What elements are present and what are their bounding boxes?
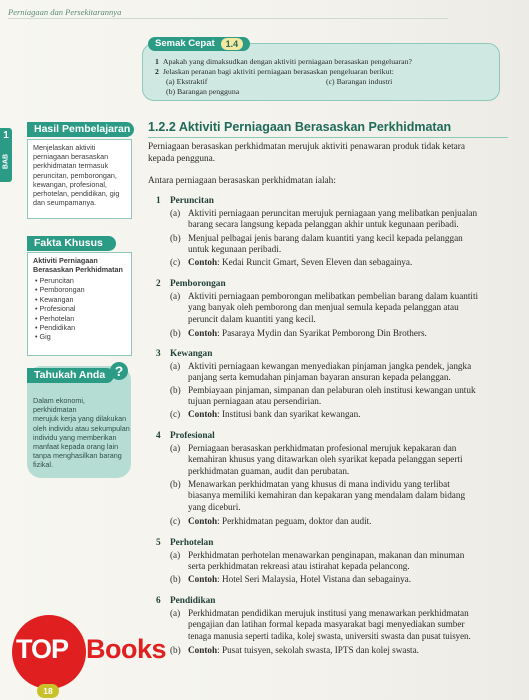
item-sub-c: (c) Contoh: Perkhidmatan peguam, doktor dan audit. <box>170 516 372 526</box>
item-number: 6 <box>156 596 161 606</box>
text-line: serta perkhidmatan rekreasi atau istirahat kepada pelancong. <box>188 561 410 572</box>
section-number: 1.2.2 <box>148 120 176 134</box>
item-sub-b: (b) Pembiayaan pinjaman, simpanan dan pelaburan oleh institusi kewangan untuk tujuan perniagaan atau persendirian. <box>170 385 510 408</box>
quiz-question-1-text: Apakah yang dimaksudkan dengan aktiviti perniagaan berasaskan pengeluaran? <box>162 57 413 66</box>
hasil-line: Menjelaskan aktiviti <box>33 143 96 152</box>
text-line: pengajian dan latihan formal kepada masyarakat bagi menyediakan sumber <box>188 619 465 630</box>
item-number: 2 <box>156 279 161 289</box>
text-line: Perkhidmatan pendidikan merujuk institusi yang menawarkan perkhidmatan <box>188 608 469 618</box>
contoh-label: Contoh <box>188 516 218 526</box>
text-line: Menjual pelbagai jenis barang dalam kuantiti yang kecil kepada pelanggan <box>188 233 463 243</box>
hasil-line: dan seumpamanya. <box>33 198 97 208</box>
semak-cepat-tab <box>148 37 250 51</box>
contoh-text: : Pusat tuisyen, sekolah swasta, IPTS dan kolej swasta. <box>217 645 419 655</box>
hasil-line: peruncitan, pemborongan, <box>33 170 117 180</box>
item-sub-a: (a) Perkhidmatan pendidikan merujuk institusi yang menawarkan perkhidmatan pengajian dan latihan formal kepada masyarakat bagi menyediakan sumber tenaga manusia seperti tadika, kolej swasta, universiti swasta dan pusat tuisyen. <box>170 608 510 642</box>
item-sub-c: (c) Contoh: Kedai Runcit Gmart, Seven Eleven dan sebagainya. <box>170 257 413 267</box>
intro-lead: Antara perniagaan berasaskan perkhidmatan ialah: <box>148 176 336 186</box>
item-sub-a: (a) Perkhidmatan perhotelan menawarkan penginapan, makanan dan minuman serta perkhidmatan rekreasi atau istirahat kepada pelancong. <box>170 550 510 573</box>
text-line: tujuan perniagaan atau persendirian. <box>188 396 322 407</box>
item-title: Profesional <box>170 431 215 441</box>
item-heading-perhotelan <box>156 538 213 548</box>
contoh-label: Contoh <box>188 409 218 419</box>
list-item: • Pemborongan <box>35 285 85 295</box>
fakta-khusus-heading <box>33 256 129 274</box>
intro-line: Perniagaan berasaskan perkhidmatan merujuk aktiviti penawaran produk tidak ketara <box>148 142 466 152</box>
item-heading-pemborongan <box>156 279 226 289</box>
quiz-option-b: (b) Barangan pengguna <box>166 87 240 96</box>
intro-line: kepada pengguna. <box>148 153 216 164</box>
item-sub-b: (b) Contoh: Pasaraya Mydin dan Syarikat Pemborong Din Brothers. <box>170 328 427 338</box>
list-item: • Perhotelan <box>35 313 75 323</box>
contoh-label: Contoh <box>188 328 218 338</box>
text-line: Perkhidmatan perhotelan menawarkan penginapan, makanan dan minuman <box>188 550 465 560</box>
quiz-question-2-num: 2 <box>155 67 159 76</box>
semak-cepat-title: Semak Cepat <box>155 38 215 49</box>
section-title <box>148 120 451 134</box>
contoh-label: Contoh <box>188 645 218 655</box>
hasil-pembelajaran-header: Hasil Pembelajaran <box>27 122 134 137</box>
item-title: Perhotelan <box>170 538 214 548</box>
item-sub-b: (b) Contoh: Hotel Seri Malaysia, Hotel Vistana dan sebagainya. <box>170 574 412 584</box>
hasil-line: perhotelan, pendidikan, gig <box>33 189 120 199</box>
contoh-label: Contoh <box>188 257 218 267</box>
tahukah-line: merujuk kerja yang dilakukan <box>33 414 127 424</box>
item-heading-profesional <box>156 431 215 441</box>
item-sub-a: (a) Aktiviti perniagaan pemborongan melibatkan pembelian barang dalam kuantiti yang banyak oleh pemborong dan menjual semula kepada pelanggan atau peruncit dalam kuantiti yang kecil. <box>170 291 510 325</box>
fakta-heading-line: Berasaskan Perkhidmatan <box>33 265 123 275</box>
item-number: 4 <box>156 431 161 441</box>
item-heading-pendidikan <box>156 596 215 606</box>
item-sub-b: (b) Menawarkan perkhidmatan yang khusus di mana individu yang terlibat biasanya memiliki kemahiran dan kepakaran yang mendalam dalam bidang yang diceburi. <box>170 479 510 513</box>
tahukah-line: oleh individu atau sekumpulan <box>33 423 130 433</box>
question-mark-icon: ? <box>110 362 128 380</box>
item-number: 1 <box>156 196 161 206</box>
list-item: • Pendidikan <box>35 323 76 333</box>
text-line: tenaga manusia seperti tadika, kolej swasta, universiti swasta dan pusat tuisyen. <box>188 630 471 641</box>
text-line: Menawarkan perkhidmatan yang khusus di mana individu yang terlibat <box>188 479 450 489</box>
bab-number: 1 <box>3 130 9 141</box>
quiz-question-2-text: Jelaskan peranan bagi aktiviti perniagaan berasaskan pengeluaran berikut: <box>162 67 394 76</box>
divider <box>8 18 448 19</box>
text-line: peruncit dalam kuantiti yang kecil. <box>188 313 316 324</box>
contoh-text: : Kedai Runcit Gmart, Seven Eleven dan sebagainya. <box>217 257 413 267</box>
tahukah-line: individu yang memberikan <box>33 432 117 442</box>
item-title: Pendidikan <box>170 596 216 606</box>
item-title: Peruncitan <box>170 196 214 206</box>
text-line: untuk kegunaan peribadi. <box>188 244 282 255</box>
section-title-text: Aktiviti Perniagaan Berasaskan Perkhidmatan <box>178 120 452 134</box>
divider <box>148 137 508 138</box>
list-item: • Peruncitan <box>35 276 74 285</box>
hasil-pembelajaran-text <box>33 143 129 207</box>
item-sub-b: (b) Menjual pelbagai jenis barang dalam kuantiti yang kecil kepada pelanggan untuk kegunaan peribadi. <box>170 233 510 256</box>
text-line: Aktiviti perniagaan peruncitan merujuk perniagaan yang melibatkan penjualan <box>188 208 478 218</box>
tahukah-anda-text <box>33 396 130 470</box>
text-line: yang banyak oleh pemborong dan menjual semula kepada pelanggan atau <box>188 302 459 313</box>
topbooks-logo-books: Books <box>86 634 167 664</box>
bab-label: BAB <box>2 153 10 170</box>
item-title: Kewangan <box>170 349 213 359</box>
item-number: 5 <box>156 538 161 548</box>
item-heading-kewangan <box>156 349 212 359</box>
hasil-line: perkhidmatan termasuk <box>33 161 109 171</box>
contoh-text: : Pasaraya Mydin dan Syarikat Pemborong Din Brothers. <box>217 328 427 338</box>
item-title: Pemborongan <box>170 279 226 289</box>
semak-cepat-number: 1.4 <box>221 38 244 50</box>
item-number: 3 <box>156 349 161 359</box>
intro-paragraph <box>148 142 510 165</box>
tahukah-line: manfaat kepada orang lain <box>33 442 119 452</box>
topbooks-logo-top: TOP <box>16 634 69 664</box>
tahukah-anda-header: Tahukah Anda <box>27 368 114 383</box>
page-number: 18 <box>37 684 59 698</box>
quiz-option-a: (a) Ekstraktif <box>166 77 208 86</box>
item-sub-a: (a) Aktiviti perniagaan peruncitan merujuk perniagaan yang melibatkan penjualan barang secara langsung kepada pelanggan akhir untuk kegunaan peribadi. <box>170 208 510 231</box>
item-heading-peruncitan <box>156 196 214 206</box>
text-line: Aktiviti perniagaan kewangan menyediakan pinjaman jangka pendek, jangka <box>188 361 472 371</box>
list-item: • Profesional <box>35 304 76 314</box>
text-line: barang secara langsung kepada pelanggan akhir untuk kegunaan peribadi. <box>188 219 459 230</box>
fakta-khusus-header: Fakta Khusus <box>27 236 116 251</box>
text-line: yang diceburi. <box>188 501 241 512</box>
quiz-question-1-num: 1 <box>155 57 159 66</box>
contoh-label: Contoh <box>188 574 218 584</box>
text-line: Aktiviti perniagaan pemborongan melibatkan pembelian barang dalam kuantiti <box>188 291 479 301</box>
text-line: perkhidmatan guaman, audit dan perubatan. <box>188 465 350 476</box>
quiz-option-c: (c) Barangan industri <box>326 77 393 86</box>
fakta-heading-line: Aktiviti Perniagaan <box>33 256 98 265</box>
text-line: Perniagaan berasaskan perkhidmatan profesional merujuk kepakaran dan <box>188 443 457 453</box>
text-line: panjang serta kemudahan pinjaman bayaran ansuran kepada pelanggan. <box>188 372 451 383</box>
tahukah-line: fizikal. <box>33 460 53 470</box>
running-head: Perniagaan dan Persekitarannya <box>8 7 122 17</box>
text-line: kemahiran khusus yang ditawarkan oleh syarikat kepada pelanggan seperti <box>188 454 463 465</box>
item-sub-a: (a) Perniagaan berasaskan perkhidmatan profesional merujuk kepakaran dan kemahiran khusus yang ditawarkan oleh syarikat kepada pelanggan seperti perkhidmatan guaman, audit dan perubatan. <box>170 443 510 477</box>
fakta-khusus-list <box>35 276 85 342</box>
tahukah-line: Dalam ekonomi, perkhidmatan <box>33 396 85 415</box>
text-line: biasanya memiliki kemahiran dan kepakaran yang mendalam dalam bidang <box>188 490 466 501</box>
list-item: • Gig <box>35 332 51 342</box>
item-sub-a: (a) Aktiviti perniagaan kewangan menyediakan pinjaman jangka pendek, jangka panjang serta kemudahan pinjaman bayaran ansuran kepada pelanggan. <box>170 361 510 384</box>
list-item: • Kewangan <box>35 294 74 304</box>
hasil-line: kewangan, profesional, <box>33 179 107 189</box>
text-line: Pembiayaan pinjaman, simpanan dan pelaburan oleh institusi kewangan untuk <box>188 385 476 395</box>
contoh-text: : Perkhidmatan peguam, doktor dan audit. <box>217 516 372 526</box>
item-sub-b: (b) Contoh: Pusat tuisyen, sekolah swasta, IPTS dan kolej swasta. <box>170 645 419 655</box>
contoh-text: : Institusi bank dan syarikat kewangan. <box>217 409 361 419</box>
item-sub-c: (c) Contoh: Institusi bank dan syarikat kewangan. <box>170 409 361 419</box>
quiz-question-1 <box>155 57 412 66</box>
quiz-question-2 <box>155 67 394 76</box>
tahukah-line: tanpa menghasilkan barang <box>33 451 122 461</box>
hasil-line: perniagaan berasaskan <box>33 152 109 162</box>
contoh-text: : Hotel Seri Malaysia, Hotel Vistana dan sebagainya. <box>217 574 412 584</box>
